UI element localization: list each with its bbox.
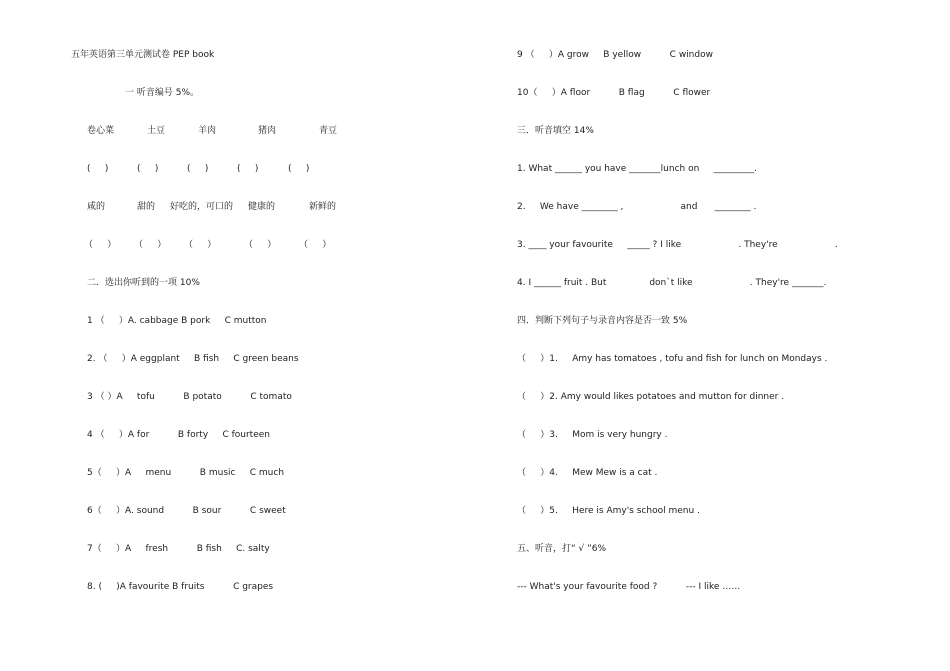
- section1-word: 甜的: [137, 202, 156, 212]
- answer-blank: ( ): [137, 164, 159, 174]
- question-item: 2. （ ）A eggplant B fish C green beans: [87, 354, 299, 364]
- true-false-item: （ ）1. Amy has tomatoes , tofu and fish for lunch on Mondays .: [517, 354, 828, 364]
- question-item: 6（ ）A. sound B sour C sweet: [87, 506, 286, 516]
- question-item: 9 （ ）A grow B yellow C window: [517, 50, 713, 60]
- fill-blank-item: 3. ____ your favourite _____ ? I like . They're .: [517, 240, 838, 250]
- section1-heading: 一 听音编号 5%。: [125, 88, 199, 98]
- true-false-item: （ ）2. Amy would likes potatoes and mutton for dinner .: [517, 392, 785, 402]
- section1-word: 咸的: [87, 202, 106, 212]
- question-item: 10（ ）A floor B flag C flower: [517, 88, 711, 98]
- section1-word: 青豆: [319, 126, 338, 136]
- answer-blank: ( ): [237, 164, 259, 174]
- answer-blank: （ ）: [244, 240, 277, 250]
- fill-blank-item: 2. We have ________ , and ________ .: [517, 202, 757, 212]
- question-item: 5（ ）A menu B music C much: [87, 468, 285, 478]
- page-title: 五年英语第三单元测试卷 PEP book: [71, 50, 215, 60]
- answer-blank: ( ): [187, 164, 209, 174]
- fill-blank-item: 4. I ______ fruit . But don`t like . They're _______.: [517, 278, 827, 288]
- answer-blank: （ ）: [134, 240, 167, 250]
- question-item: 1 （ ）A. cabbage B pork C mutton: [87, 316, 267, 326]
- question-item: 3 （ ）A tofu B potato C tomato: [87, 392, 292, 402]
- section1-word: 卷心菜: [87, 126, 115, 136]
- section2-heading: 二．选出你听到的一项 10%: [87, 278, 200, 288]
- answer-blank: ( ): [87, 164, 109, 174]
- section5-heading: 五、听音，打“ √ ”6%: [517, 544, 607, 554]
- answer-blank: （ ）: [184, 240, 217, 250]
- question-item: 7（ ）A fresh B fish C. salty: [87, 544, 270, 554]
- true-false-item: （ ）5. Here is Amy's school menu .: [517, 506, 700, 516]
- true-false-item: （ ）4. Mew Mew is a cat .: [517, 468, 658, 478]
- section1-word: 猪肉: [258, 126, 277, 136]
- answer-blank: ( ): [288, 164, 310, 174]
- section4-heading: 四．判断下列句子与录音内容是否一致 5%: [517, 316, 688, 326]
- section1-word: 健康的: [248, 202, 276, 212]
- question-item: 4 （ ）A for B forty C fourteen: [87, 430, 270, 440]
- section1-word: 土豆: [147, 126, 166, 136]
- answer-blank: （ ）: [84, 240, 117, 250]
- section3-heading: 三．听音填空 14%: [517, 126, 594, 136]
- answer-blank: （ ）: [299, 240, 332, 250]
- section1-word: 羊肉: [198, 126, 217, 136]
- true-false-item: （ ）3. Mom is very hungry .: [517, 430, 668, 440]
- section1-word: 好吃的，可口的: [170, 202, 234, 212]
- fill-blank-item: 1. What ______ you have _______lunch on _________.: [517, 164, 757, 174]
- question-item: 8. ( )A favourite B fruits C grapes: [87, 582, 274, 592]
- section1-word: 新鲜的: [309, 202, 337, 212]
- dialogue-line: --- What's your favourite food ? --- I like ……: [517, 582, 741, 592]
